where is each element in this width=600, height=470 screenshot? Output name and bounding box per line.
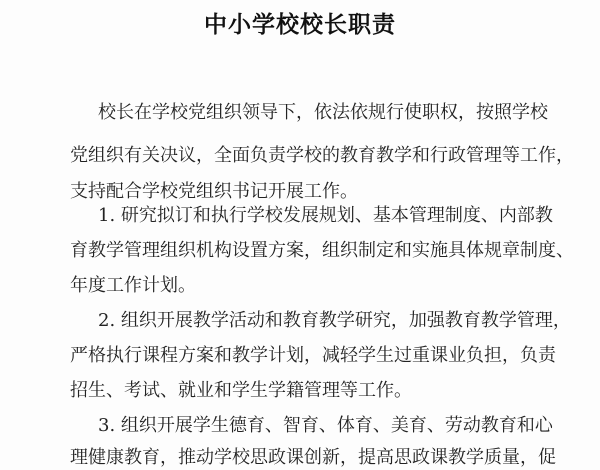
paragraph-line: 严格执行课程方案和教学计划，减轻学生过重课业负担，负责: [70, 345, 556, 366]
paragraph-line: 3. 组织开展学生德育、智育、体育、美育、劳动教育和心: [98, 415, 553, 436]
paragraph-line: 校长在学校党组织领导下，依法依规行使职权，按照学校: [98, 102, 548, 123]
paragraph-line: 党组织有关决议，全面负责学校的教育教学和行政管理等工作，: [70, 145, 574, 166]
paragraph-line: 理健康教育，推动学校思政课创新，提高思政课教学质量，促: [70, 447, 556, 468]
paragraph-line: 2. 组织开展教学活动和教育教学研究，加强教育教学管理，: [98, 310, 571, 331]
paragraph-line: 育教学管理组织机构设置方案，组织制定和实施具体规章制度、: [70, 240, 574, 261]
paragraph-line: 支持配合学校党组织书记开展工作。: [70, 181, 358, 202]
document-title: 中小学校校长职责: [204, 12, 396, 38]
paragraph-line: 招生、考试、就业和学生学籍管理等工作。: [70, 380, 412, 401]
paragraph-line: 年度工作计划。: [70, 275, 196, 296]
paragraph-line: 1. 研究拟订和执行学校发展规划、基本管理制度、内部教: [98, 205, 553, 226]
